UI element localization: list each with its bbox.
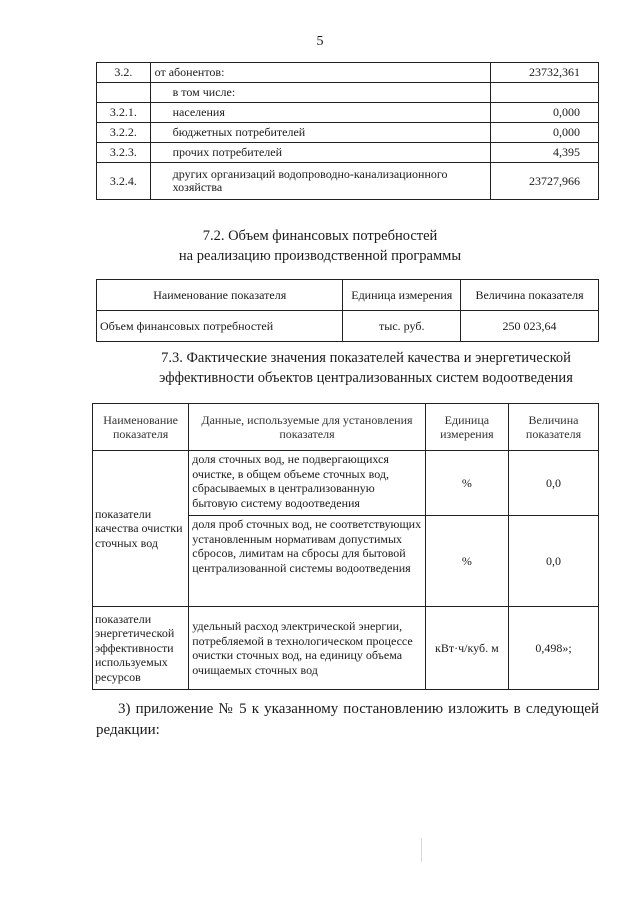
row-value: 0,000 bbox=[490, 103, 598, 123]
indicator-unit: % bbox=[425, 451, 508, 516]
column-header-data: Данные, используемые для установления показателя bbox=[189, 404, 426, 451]
column-header-name: Наименование показателя bbox=[93, 404, 189, 451]
indicator-value: 250 023,64 bbox=[461, 311, 599, 342]
amendment-paragraph: 3) приложение № 5 к указанному постановлению изложить в следующей редакции: bbox=[96, 701, 599, 738]
indicator-value: 0,0 bbox=[509, 451, 599, 516]
row-label: бюджетных потребителей bbox=[150, 123, 490, 143]
indicator-unit: тыс. руб. bbox=[343, 311, 461, 342]
row-label: других организаций водопроводно-канализационного хозяйства bbox=[150, 163, 490, 200]
column-header-name: Наименование показателя bbox=[97, 280, 343, 311]
section-7-3-heading: 7.3. Фактические значения показателей качества и энергетической эффективности объектов централизованных систем водоотведения bbox=[159, 350, 573, 386]
table-row bbox=[97, 311, 599, 342]
table-row bbox=[97, 63, 599, 83]
row-label: прочих потребителей bbox=[150, 143, 490, 163]
scan-mark bbox=[421, 838, 422, 862]
indicator-group-quality: показатели качества очистки сточных вод bbox=[93, 451, 189, 607]
indicator-name: Объем финансовых потребностей bbox=[97, 311, 343, 342]
indicator-data: доля сточных вод, не подвергающихся очистке, в общем объеме сточных вод, сбрасываемых в централизованную бытовую систему водоотведения bbox=[189, 451, 426, 516]
row-number bbox=[97, 83, 151, 103]
column-header-value: Величина показателя bbox=[461, 280, 599, 311]
column-header-unit: Единица измерения bbox=[425, 404, 508, 451]
indicator-data: доля проб сточных вод, не соответствующих установленным нормативам допустимых сбросов, лимитам на сбросы для бытовой централизованной системы водоотведения bbox=[189, 516, 426, 607]
row-number: 3.2.3. bbox=[97, 143, 151, 163]
column-header-unit: Единица измерения bbox=[343, 280, 461, 311]
indicator-value: 0,0 bbox=[509, 516, 599, 607]
row-value: 0,000 bbox=[490, 123, 598, 143]
row-value: 23727,966 bbox=[490, 163, 598, 200]
table-header-row bbox=[97, 280, 599, 311]
indicator-group-energy: показатели энергетической эффективности используемых ресурсов bbox=[93, 607, 189, 690]
row-value: 23732,361 bbox=[490, 63, 598, 83]
row-value: 4,395 bbox=[490, 143, 598, 163]
row-value bbox=[490, 83, 598, 103]
row-number: 3.2. bbox=[97, 63, 151, 83]
sources-table bbox=[96, 62, 599, 200]
page-number: 5 bbox=[316, 34, 324, 49]
indicator-unit: % bbox=[425, 516, 508, 607]
table-row bbox=[93, 451, 599, 516]
column-header-value: Величина показателя bbox=[509, 404, 599, 451]
table-row bbox=[97, 83, 599, 103]
row-number: 3.2.4. bbox=[97, 163, 151, 200]
table-row bbox=[97, 123, 599, 143]
indicator-value: 0,498»; bbox=[509, 607, 599, 690]
section-7-2-heading: 7.2. Объем финансовых потребностей на реализацию производственной программы bbox=[178, 228, 462, 264]
row-number: 3.2.1. bbox=[97, 103, 151, 123]
table-row bbox=[97, 163, 599, 200]
indicator-unit: кВт·ч/куб. м bbox=[425, 607, 508, 690]
table-row bbox=[93, 607, 599, 690]
quality-efficiency-table bbox=[92, 403, 599, 690]
table-header-row bbox=[93, 404, 599, 451]
row-number: 3.2.2. bbox=[97, 123, 151, 143]
financial-needs-table bbox=[96, 279, 599, 342]
row-label: от абонентов: bbox=[150, 63, 490, 83]
table-row bbox=[97, 103, 599, 123]
indicator-data: удельный расход электрической энергии, потребляемой в технологическом процессе очистки сточных вод, на единицу объема очищаемых сточных вод bbox=[189, 607, 426, 690]
row-label: в том числе: bbox=[150, 83, 490, 103]
table-row bbox=[97, 143, 599, 163]
row-label: населения bbox=[150, 103, 490, 123]
